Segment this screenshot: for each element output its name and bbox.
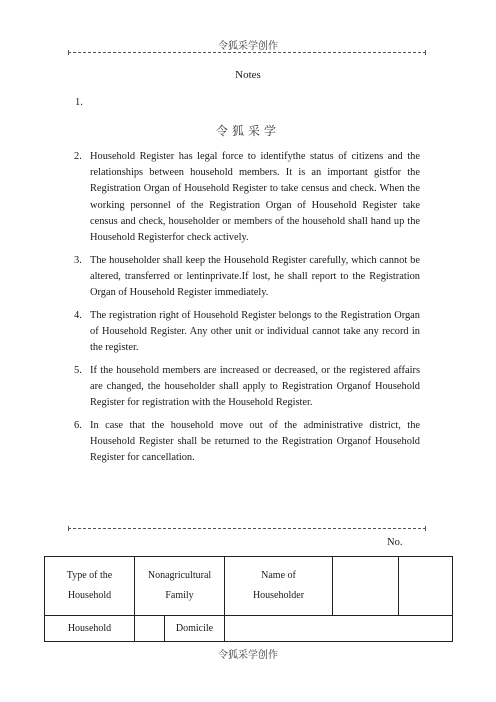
household-value-cell [135,616,165,642]
household-type-value-line1: Nonagricultural [147,570,212,581]
note-item [72,308,420,357]
note-text: Household Register has legal force to identifythe status of citizens and the relationships between household members. It is an important gistfor the Registration Organ of Household Register to take census and check. When the working personnel of the Registration Organ of Household Register take census and check, householder or members of the household shall hand up the Household Registerfor check actively. [90,151,420,244]
note-number: 2. [74,151,82,162]
householder-name-label-cell [225,557,333,616]
notes-list [72,149,420,473]
householder-name-label-line1: Name of [261,570,296,581]
section-dashed-rule [68,528,426,529]
header-dashed-rule [68,52,426,53]
note-item [72,418,420,467]
household-type-value-line2: Family [165,590,194,601]
household-type-value-cell [135,557,225,616]
page-footer: 令狐采学创作 [218,650,278,661]
note-number: 5. [74,364,82,376]
table-row [45,557,453,616]
household-label-cell: Household [45,616,135,642]
note-number: 6. [74,420,82,432]
note-number: 4. [74,309,82,321]
domicile-value-cell [225,616,453,642]
blank-cell [399,557,453,616]
domicile-label-cell: Domicile [165,616,225,642]
note-item-1-number: 1. [75,97,83,108]
note-item [72,253,420,302]
household-type-label-cell [45,557,135,616]
note-number: 3. [74,254,82,266]
watermark-text: 令狐采学 [215,124,280,138]
household-type-label-line2: Household [67,590,112,601]
note-text: In case that the household move out of the administrative district, the Household Register shall be returned to the Registration Organof Household Register for cancellation. [90,420,420,464]
notes-title: Notes [235,69,261,81]
table-row [45,616,453,642]
household-type-label-line1: Type of the [66,570,113,581]
page-header: 令狐采学创作 [218,41,278,52]
householder-name-label-line2: Householder [252,590,305,601]
note-item [72,363,420,412]
note-text: The householder shall keep the Household Register carefully, which cannot be altered, transferred or lentinprivate.If lost, he shall report to the Registration Organ of Household Register immediately. [90,254,420,299]
household-info-table [44,556,453,642]
number-label: No. [387,537,403,548]
note-text: The registration right of Household Register belongs to the Registration Organ of Household Register. Any other unit or individual cannot take any record in the register. [90,309,420,354]
note-text: If the household members are increased or decreased, or the registered affairs are changed, the householder shall apply to Registration Organof Household Register for registration with the Household Register. [90,364,420,409]
note-item [72,149,420,246]
householder-name-value-cell [333,557,399,616]
